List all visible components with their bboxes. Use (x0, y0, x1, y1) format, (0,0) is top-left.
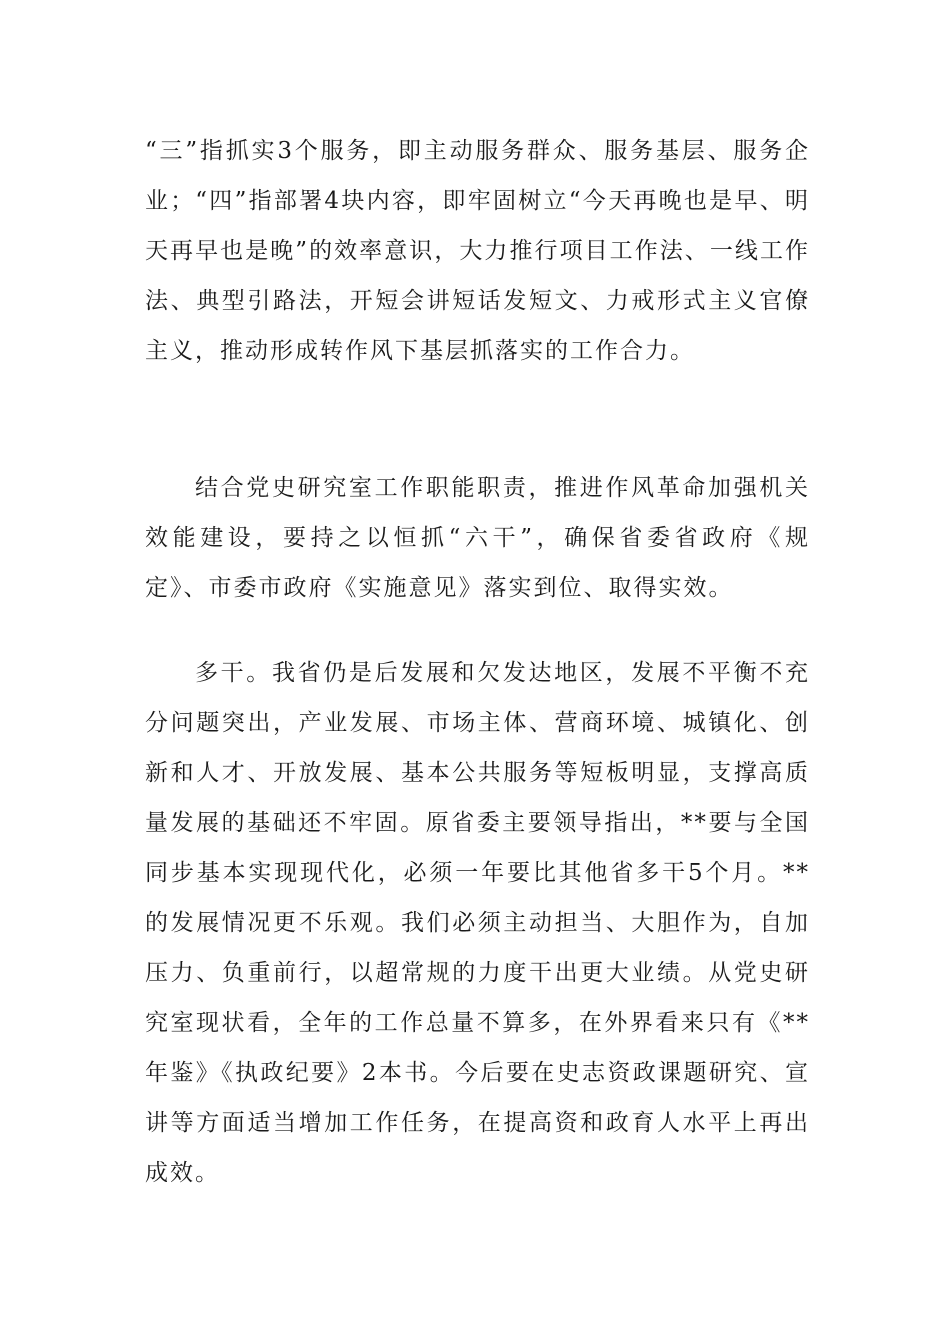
paragraph-do-more: 多干。我省仍是后发展和欠发达地区，发展不平衡不充分问题突出，产业发展、市场主体、营商环境、城镇化、创新和人才、开放发展、基本公共服务等短板明显，支撑高质量发展的基础还不牢固。原省委主要领导指出，**要与全国同步基本实现现代化，必须一年要比其他省多干5个月。**的发展情况更不乐观。我们必须主动担当、大胆作为，自加压力、负重前行，以超常规的力度干出更大业绩。从党史研究室现状看，全年的工作总量不算多，在外界看来只有《**年鉴》《执政纪要》2本书。今后要在史志资政课题研究、宣讲等方面适当增加工作任务，在提高资和政育人水平上再出成效。 (145, 660, 810, 1186)
paragraph-efficiency-building: 结合党史研究室工作职能职责，推进作风革命加强机关效能建设，要持之以恒抓“六干”，确保省委省政府《规定》、市委市政府《实施意见》落实到位、取得实效。 (145, 475, 810, 601)
paragraph-continuation: “三”指抓实3个服务，即主动服务群众、服务基层、服务企业；“四”指部署4块内容，即牢固树立“今天再晚也是早、明天再早也是晚”的效率意识，大力推行项目工作法、一线工作法、典型引路法，开短会讲短话发短文、力戒形式主义官僚主义，推动形成转作风下基层抓落实的工作合力。 (145, 138, 810, 364)
